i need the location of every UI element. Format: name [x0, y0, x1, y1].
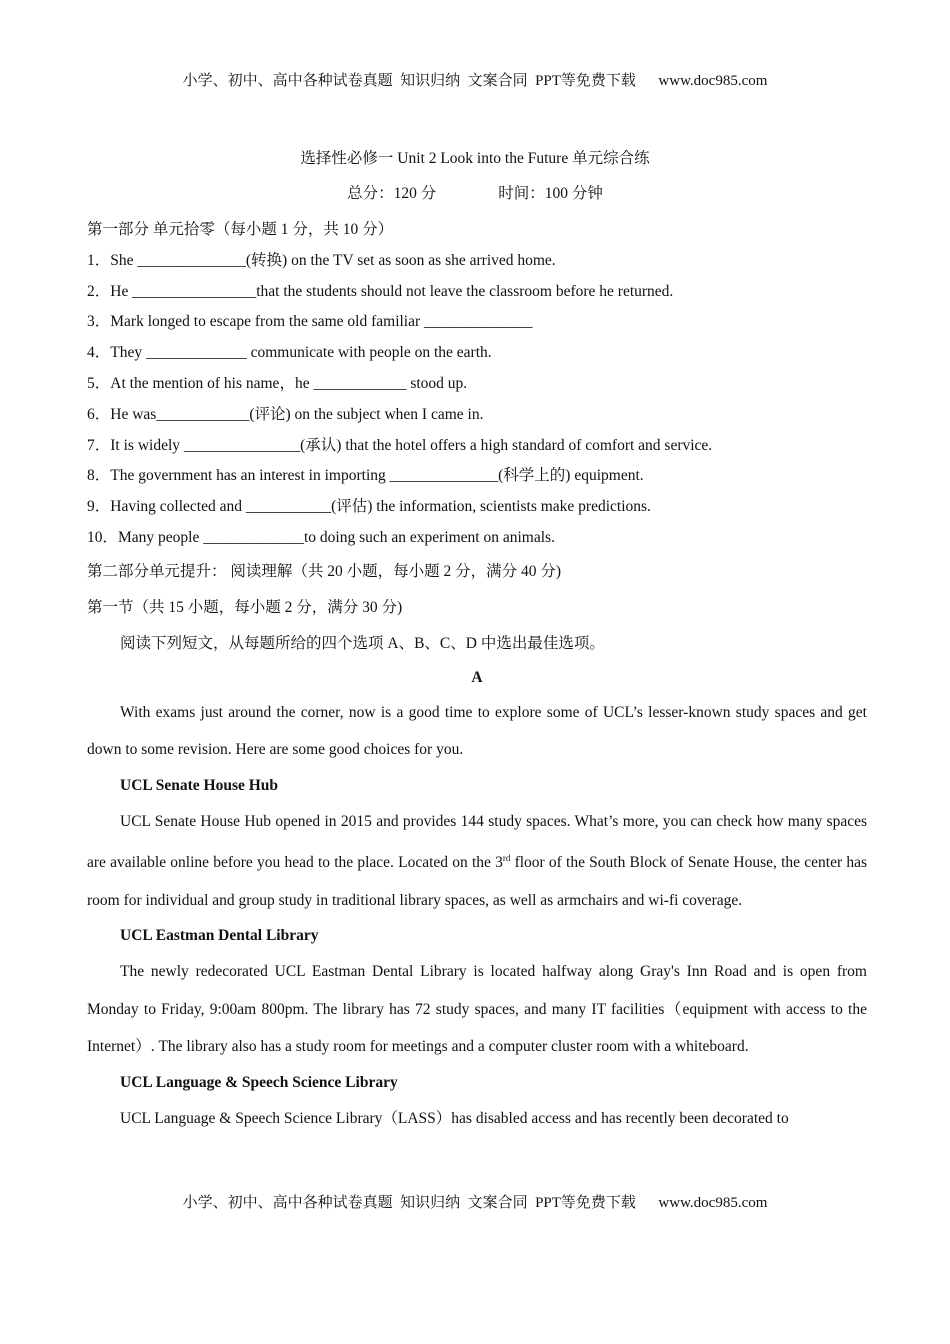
- question-text: He was____________(评论) on the subject when I came in.: [110, 405, 484, 423]
- question-text: She ______________(转换) on the TV set as soon as she arrived home.: [110, 251, 556, 269]
- question-number: 6．: [87, 405, 111, 423]
- question-text: At the mention of his name，he ____________ stood up.: [110, 374, 468, 392]
- question-text: It is widely _______________(承认) that the hotel offers a high standard of comfort and service.: [110, 436, 713, 454]
- question-item: [87, 492, 867, 523]
- exam-info: [0, 181, 950, 203]
- page-footer: 小学、初中、高中各种试卷真题 知识归纳 文案合同 PPT等免费下载 www.doc985.com: [182, 1195, 768, 1211]
- paragraph-text: floor of the South Block of Senate House, the center has room for individual and group study in traditional library spaces, as well as armchairs and wi-fi coverage.: [87, 854, 867, 909]
- question-item: [87, 461, 867, 492]
- question-item: [87, 400, 867, 431]
- question-text: Many people _____________to doing such an experiment on animals.: [118, 528, 555, 546]
- question-number: 7．: [87, 436, 111, 454]
- question-number: 8．: [87, 467, 111, 485]
- paragraph-text: UCL Senate House Hub opened in 2015 and provides 144 study spaces. What’s more, you can check how many spaces are available online before you head to the place. Located on the 3: [87, 812, 867, 872]
- question-item: [87, 277, 867, 308]
- time-limit: 时间：100 分钟: [498, 185, 603, 202]
- question-number: 1．: [87, 251, 111, 269]
- total-score: 总分：120 分: [347, 185, 437, 202]
- question-item: [87, 246, 867, 277]
- question-text: They _____________ communicate with people on the earth.: [110, 344, 492, 362]
- question-text: Having collected and ___________(评估) the information, scientists make predictions.: [110, 498, 651, 516]
- question-text: The government has an interest in importing ______________(科学上的) equipment.: [110, 467, 644, 485]
- section-heading-eastman: UCL Eastman Dental Library: [120, 927, 319, 945]
- page-header: 小学、初中、高中各种试卷真题 知识归纳 文案合同 PPT等免费下载 www.doc985.com: [182, 73, 768, 89]
- question-text: Mark longed to escape from the same old familiar ______________: [110, 313, 533, 331]
- question-item: [87, 307, 867, 338]
- passage-intro: With exams just around the corner, now is a good time to explore some of UCL’s lesser-known study spaces and get down to some revision. Here are some good choices for you.: [87, 703, 867, 759]
- reading-instruction: 阅读下列短文，从每题所给的四个选项 A、B、C、D 中选出最佳选项。: [120, 634, 605, 652]
- question-item: [87, 523, 867, 554]
- question-list: [87, 246, 867, 554]
- part2-heading: 第二部分单元提升： 阅读理解（共 20 小题，每小题 2 分，满分 40 分): [87, 562, 562, 580]
- question-item: [87, 338, 867, 369]
- question-text: He ________________that the students should not leave the classroom before he returned.: [110, 282, 674, 300]
- question-number: 5．: [87, 374, 111, 392]
- question-number: 3．: [87, 313, 111, 331]
- section-heading-senate-house: UCL Senate House Hub: [120, 776, 279, 794]
- passage-letter: A: [471, 668, 483, 686]
- question-item: [87, 369, 867, 400]
- ordinal-suffix: rd: [502, 853, 511, 864]
- page-title: 选择性必修一 Unit 2 Look into the Future 单元综合练: [300, 150, 650, 167]
- paragraph-senate-house: [87, 803, 867, 920]
- paragraph-lass: UCL Language & Speech Science Library（LASS）has disabled access and has recently been decorated to: [120, 1109, 789, 1127]
- part1-heading: 第一部分 单元拾零（每小题 1 分，共 10 分）: [87, 221, 394, 238]
- section-heading-lass: UCL Language & Speech Science Library: [120, 1073, 398, 1091]
- document-body: [87, 215, 867, 1137]
- question-item: [87, 431, 867, 462]
- question-number: 2．: [87, 282, 111, 300]
- question-number: 4．: [87, 344, 111, 362]
- question-number: 10．: [87, 528, 119, 546]
- question-number: 9．: [87, 498, 111, 516]
- paragraph-eastman: The newly redecorated UCL Eastman Dental Library is located halfway along Gray's Inn Road and is open from Monday to Friday, 9:00am 800pm. The library has 72 study spaces, and many IT facilities（equipment with access to the Internet）. The library also has a study room for meetings and a computer cluster room with a whiteboard.: [87, 963, 867, 1056]
- section1-heading: 第一节（共 15 小题，每小题 2 分，满分 30 分): [87, 598, 403, 616]
